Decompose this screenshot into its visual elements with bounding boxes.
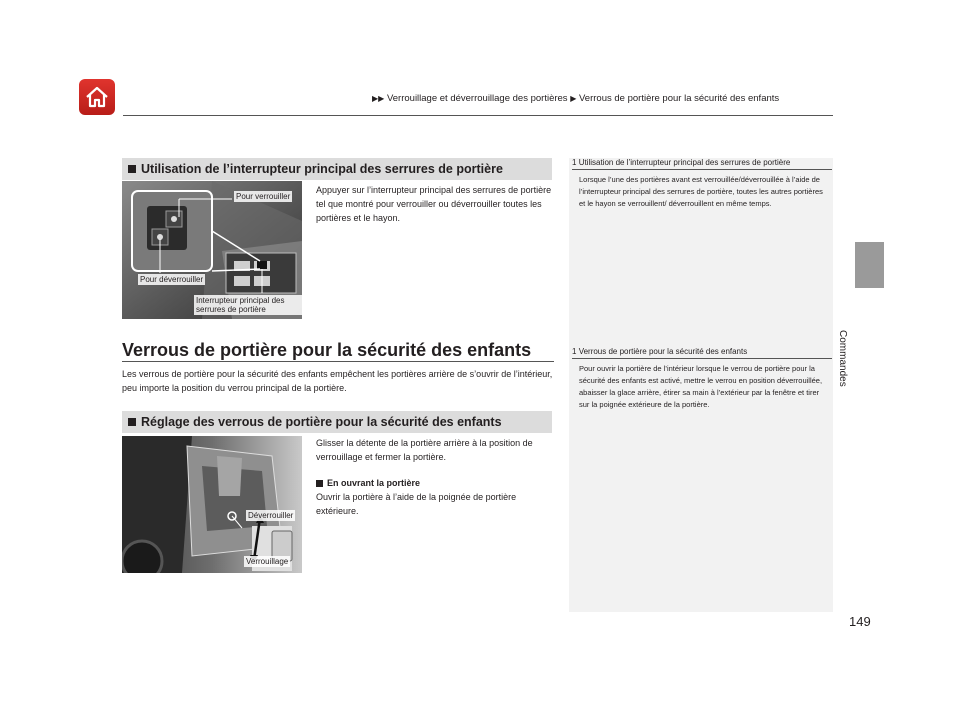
lock-label: Pour verrouiller (236, 192, 291, 201)
intro-text: Les verrous de portière pour la sécurité des enfants empêchent les portières arrière de s’ouvrir de l’intérieur, peu importe la position du verrou principal de la portière. (122, 369, 553, 393)
unlock-position-label: Déverrouiller (248, 511, 294, 520)
note2-rule (572, 358, 832, 359)
section2-heading (122, 411, 552, 433)
note2-body: Pour ouvrir la portière de l’intérieur lorsque le verrou de portière pour la sécurité des enfants est activé, mettre le verrou en position déverrouillée, abaisser la glace arrière, étirer sa main à l’extérieur par la fenêtre et tirer sur la poignée extérieure de la portière. (579, 364, 823, 409)
opening-body: Ouvrir la portière à l’aide de la poignée de portière extérieure. (316, 492, 517, 516)
home-button[interactable] (79, 79, 115, 115)
square-bullet-icon (128, 418, 136, 426)
note-marker: 1 (572, 158, 577, 167)
opening-subheading-text: En ouvrant la portière (327, 478, 421, 488)
section1-heading-text: Utilisation de l’interrupteur principal des serrures de portière (141, 162, 503, 176)
note-marker: 1 (572, 347, 577, 356)
breadcrumb-link-1[interactable]: Verrouillage et déverrouillage des portières (386, 93, 568, 104)
home-icon (85, 86, 109, 108)
title-rule (122, 361, 554, 362)
section1-body: Appuyer sur l’interrupteur principal des serrures de portière tel que montré pour verrouiller ou déverrouiller toutes les portières et le hayon. (316, 185, 552, 223)
child-lock-figure (122, 436, 302, 573)
chapter-label: Commandes (837, 330, 848, 387)
chapter-tab[interactable] (855, 242, 884, 288)
page-title: Verrous de portière pour la sécurité des enfants (122, 340, 532, 360)
unlock-label: Pour déverrouiller (140, 275, 204, 284)
note2-title-text: Verrous de portière pour la sécurité des enfants (578, 347, 748, 356)
square-bullet-icon (316, 480, 323, 487)
section1-heading (122, 158, 552, 180)
master-switch-label: Interrupteur principal des serrures de portière (194, 295, 302, 315)
master-switch-figure (122, 181, 302, 319)
note1-rule (572, 169, 832, 170)
note1-body: Lorsque l’une des portières avant est verrouillée/déverrouillée à l’aide de l’interrupteur principal des serrures de portière, toutes les autres portières et le hayon se verrouillent/ déverrouillent en même temps. (579, 175, 823, 208)
arrow-right-icon: ▶ (570, 94, 577, 103)
page-number: 149 (849, 614, 871, 629)
square-bullet-icon (128, 165, 136, 173)
breadcrumb-link-2[interactable]: Verrous de portière pour la sécurité des enfants (579, 93, 780, 104)
note1-title-text: Utilisation de l’interrupteur principal des serrures de portière (578, 158, 791, 167)
lock-position-label: Verrouillage (246, 557, 289, 566)
opening-subheading (316, 476, 420, 490)
note2-title (572, 347, 747, 356)
section2-body: Glisser la détente de la portière arrière à la position de verrouillage et fermer la portière. (316, 438, 533, 462)
breadcrumb (372, 93, 779, 104)
note1-title (572, 158, 790, 167)
header-rule (123, 115, 833, 116)
section2-heading-text: Réglage des verrous de portière pour la sécurité des enfants (141, 415, 502, 429)
arrow-right-icon: ▶▶ (372, 94, 385, 103)
